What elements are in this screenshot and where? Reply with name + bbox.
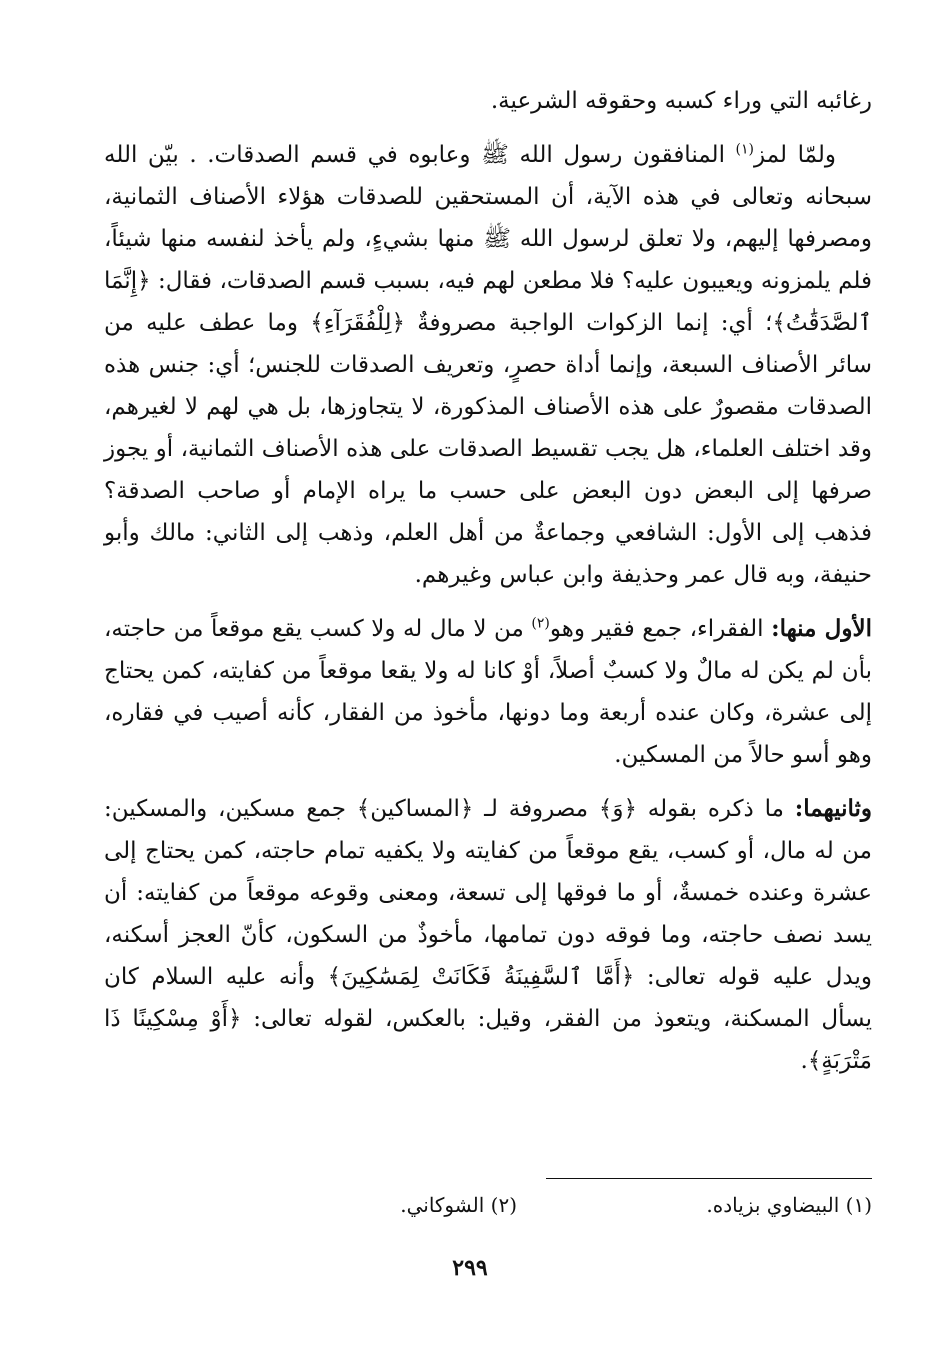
- paragraph-text: من لا مال له ولا كسب يقع موقعاً من حاجته، بأن لم يكن له مالٌ ولا كسبٌ أصلاً، أوْ كانا له ولا يقعا موقعاً من كفايته، كمن يحتاج إلى عشرة، وكان عنده أربعة وما دونها، مأخوذ من الفقار، كأنه أصيب في فقاره، وهو أسو حالاً من المسكين.: [104, 616, 872, 768]
- footnote-text: الشوكاني.: [400, 1193, 485, 1217]
- page-number: ٢٩٩: [452, 1255, 488, 1281]
- footnote-number: (١): [845, 1193, 872, 1217]
- footnote-number: (٢): [490, 1193, 517, 1217]
- footnote-2: [400, 1193, 517, 1217]
- paragraph-masakin: [104, 788, 872, 1082]
- footnote-ref-1[interactable]: (١): [735, 141, 754, 158]
- footnotes: [104, 1193, 872, 1217]
- paragraph-text: ما ذكره بقوله ﴿وَ﴾ مصروفة لـ ﴿المساكين﴾ جمع مسكين، والمسكين: من له مال، أو كسب، يقع موقعاً من كفايته ولا يكفيه تمام حاجته، كمن يحتاج إلى عشرة وعنده خمسةٌ، أو ما فوقها إلى تسعة، ومعنى وقوعه موقعاً من كفايته: أن يسد نصف حاجته، وما فوقه دون تمامها، مأخوذٌ من السكون، كأنّ العجز أسكنه، ويدل عليه قوله تعالى: ﴿أَمَّا ٱلسَّفِينَةُ فَكَانَتْ لِمَسَٰكِينَ﴾ وأنه عليه السلام كان يسأل المسكنة، ويتعوذ من الفقر، وقيل: بالعكس، لقوله تعالى: ﴿أَوْ مِسْكِينًا ذَا مَتْرَبَةٍ﴾.: [104, 796, 872, 1074]
- body-text: [104, 80, 872, 1094]
- footnote-text: البيضاوي بزياده.: [706, 1193, 840, 1217]
- paragraph-fuqara: [104, 608, 872, 776]
- footnote-divider: [546, 1178, 872, 1179]
- paragraph-text: الفقراء، جمع فقير وهو: [549, 616, 772, 642]
- paragraph-text: ولمّا لمز: [754, 142, 836, 168]
- paragraph-sadaqat: [104, 134, 872, 596]
- paragraph-text: المنافقون رسول الله ﷺ وعابوه في قسم الصدقات. . بيّن الله سبحانه وتعالى في هذه الآية، أن المستحقين للصدقات هؤلاء الأصناف الثمانية، ومصرفها إليهم، ولا تعلق لرسول الله ﷺ منها بشيءٍ، ولم يأخذ لنفسه منها شيئاً، فلم يلمزونه ويعيبون عليه؟ فلا مطعن لهم فيه، بسبب قسم الصدقات، فقال: ﴿إِنَّمَا ٱلصَّدَقَٰتُ﴾؛ أي: إنما الزكوات الواجبة مصروفةٌ ﴿لِلْفُقَرَآءِ﴾ وما عطف عليه من سائر الأصناف السبعة، وإنما أداة حصرٍ، وتعريف الصدقات للجنس؛ أي: جنس هذه الصدقات مقصورٌ على هذه الأصناف المذكورة، لا يتجاوزها، بل هي لهم لا لغيرهم، وقد اختلف العلماء، هل يجب تقسيط الصدقات على هذه الأصناف الثمانية، أو يجوز صرفها إلى البعض دون البعض على حسب ما يراه الإمام أو صاحب الصدقة؟ فذهب إلى الأول: الشافعي وجماعةٌ من أهل العلم، وذهب إلى الثاني: مالك وأبو حنيفة، وبه قال عمر وحذيفة وابن عباس وغيرهم.: [104, 142, 872, 588]
- section-lead: الأول منها:: [771, 615, 872, 642]
- section-lead: وثانيهما:: [794, 795, 872, 822]
- footnote-ref-2[interactable]: (٢): [531, 615, 550, 632]
- footnote-1: [517, 1193, 872, 1217]
- paragraph-opening: رغائبه التي وراء كسبه وحقوقه الشرعية.: [490, 88, 872, 114]
